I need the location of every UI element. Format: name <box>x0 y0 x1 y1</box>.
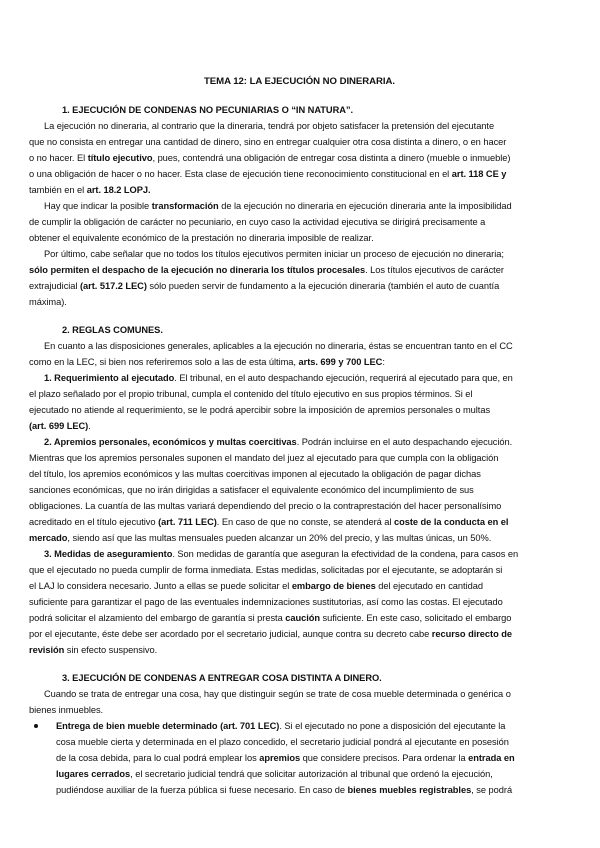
paragraph-line: también en el art. 18.2 LOPJ. <box>29 185 151 195</box>
paragraph-line: el LAJ lo considera necesario. Junto a ellas se puede solicitar el embargo de bienes del ejecutado en cantidad <box>29 581 483 591</box>
list-item-line: pudiéndose auxiliar de la fuerza pública si fuese necesario. En caso de bienes muebles registrables, se podrá <box>56 785 513 795</box>
section-2-heading: 2. REGLAS COMUNES. <box>62 325 163 335</box>
list-item-line: lugares cerrados, el secretario judicial tendrá que solicitar autorización al tribunal que ordenó la ejecución, <box>56 769 493 779</box>
paragraph-line: En cuanto a las disposiciones generales, aplicables a la ejecución no dineraria, éstas se encuentran tanto en el CC <box>44 341 513 351</box>
list-item-line: cosa mueble cierta y determinada en el plazo concedido, el secretario judicial pondrá al ejecutante en posesión <box>56 737 509 747</box>
paragraph-line: podrá solicitar el alzamiento del embargo de garantía si presta caución suficiente. En este caso, solicitado el embargo <box>29 613 512 623</box>
paragraph-line: que no consista en entregar una cantidad de dinero, sino en entregar cualquier otra cosa distinta a dinero, o en hacer <box>29 137 507 147</box>
list-item-line: Entrega de bien mueble determinado (art. 701 LEC). Si el ejecutado no pone a disposición del ejecutante la <box>56 721 506 731</box>
paragraph-line: acreditado en el título ejecutivo (art. 711 LEC). En caso de que no conste, se atenderá al coste de la conducta en el <box>29 517 509 527</box>
paragraph-line: sólo permiten el despacho de la ejecución no dineraria los títulos procesales. Los títulos ejecutivos de carácter <box>29 265 504 275</box>
paragraph-line: por el ejecutante, éste debe ser acordado por el secretario judicial, aunque contra su decreto cabe recurso directo de <box>29 629 512 639</box>
paragraph-line: de cumplir la obligación de carácter no pecuniario, en cuyo caso la actividad ejecutiva se dirigirá precisamente a <box>29 217 486 227</box>
paragraph-line: Hay que indicar la posible transformación de la ejecución no dineraria en ejecución dineraria ante la imposibilidad <box>44 201 512 211</box>
paragraph-line: máxima). <box>29 297 67 307</box>
paragraph-line: obligaciones. La cuantía de las multas variará dependiendo del precio o la contraprestación del hacer personalísimo <box>29 501 502 511</box>
paragraph-line: extrajudicial (art. 517.2 LEC) sólo pueden servir de fundamento a la ejecución dineraria (también el auto de cuantía <box>29 281 500 291</box>
paragraph-line: sanciones económicas, que no irán dirigidas a satisfacer el equivalente económico del incumplimiento de sus <box>29 485 474 495</box>
list-item-line: de la cosa debida, para lo cual podrá emplear los apremios que considere precisos. Para ordenar la entrada en <box>56 753 515 763</box>
paragraph-line: 3. Medidas de aseguramiento. Son medidas de garantía que aseguran la efectividad de la condena, para casos en <box>44 549 519 559</box>
paragraph-line: como en la LEC, si bien nos referiremos solo a las de esta última, arts. 699 y 700 LEC: <box>29 357 385 367</box>
document-title: TEMA 12: LA EJECUCIÓN NO DINERARIA. <box>204 76 396 87</box>
paragraph-line: el plazo señalado por el propio tribunal, cumpla el contenido del título ejecutivo en sus propios términos. Si el <box>29 389 473 399</box>
paragraph-line: o no hacer. El título ejecutivo, pues, contendrá una obligación de entregar cosa distinta a dinero (mueble o inmueble) <box>29 153 511 163</box>
paragraph-line: Mientras que los apremios personales suponen el mandato del juez al ejecutado para que cumpla con la obligación <box>29 453 499 463</box>
paragraph-line: La ejecución no dineraria, al contrario que la dineraria, tendrá por objeto satisfacer la pretensión del ejecutante <box>44 121 495 131</box>
paragraph-line: que el ejecutado no pueda cumplir de forma inmediata. Estas medidas, solicitadas por el ejecutante, se adoptarán si <box>29 565 503 575</box>
paragraph-line: revisión sin efecto suspensivo. <box>29 645 158 655</box>
bullet-icon <box>34 724 38 728</box>
paragraph-line: suficiente para garantizar el pago de las eventuales indemnizaciones sustitutorias, así como las costas. El ejecutado <box>29 597 503 607</box>
paragraph-line: bienes inmuebles. <box>29 705 104 715</box>
paragraph-line: ejecutado no atiende al requerimiento, se le podrá apercibir sobre la imposición de apremios personales o multas <box>29 405 491 415</box>
section-3-heading: 3. EJECUCIÓN DE CONDENAS A ENTREGAR COSA DISTINTA A DINERO. <box>62 673 382 683</box>
paragraph-line: Por último, cabe señalar que no todos los títulos ejecutivos permiten iniciar un proceso de ejecución no dineraria; <box>44 249 504 259</box>
paragraph-line: o una obligación de hacer o no hacer. Esta clase de ejecución tiene reconocimiento constitucional en el art. 118 CE y <box>29 169 507 179</box>
paragraph-line: obtener el equivalente económico de la prestación no dineraria imposible de realizar. <box>29 233 374 243</box>
paragraph-line: 2. Apremios personales, económicos y multas coercitivas. Podrán incluirse en el auto despachando ejecución. <box>44 437 513 447</box>
section-1-heading: 1. EJECUCIÓN DE CONDENAS NO PECUNIARIAS O “IN NATURA”. <box>62 105 354 115</box>
paragraph-line: (art. 699 LEC). <box>29 421 91 431</box>
paragraph-line: mercado, siendo así que las multas mensuales pueden alcanzar un 20% del precio, y las multas únicas, un 50%. <box>29 533 492 543</box>
paragraph-line: del título, los apremios económicos y las multas coercitivas imponen al ejecutado la obligación de pagar dichas <box>29 469 481 479</box>
paragraph-line: 1. Requerimiento al ejecutado. El tribunal, en el auto despachando ejecución, requerirá al ejecutado para que, en <box>44 373 513 383</box>
paragraph-line: Cuando se trata de entregar una cosa, hay que distinguir según se trate de cosa mueble determinada o genérica o <box>44 689 511 699</box>
